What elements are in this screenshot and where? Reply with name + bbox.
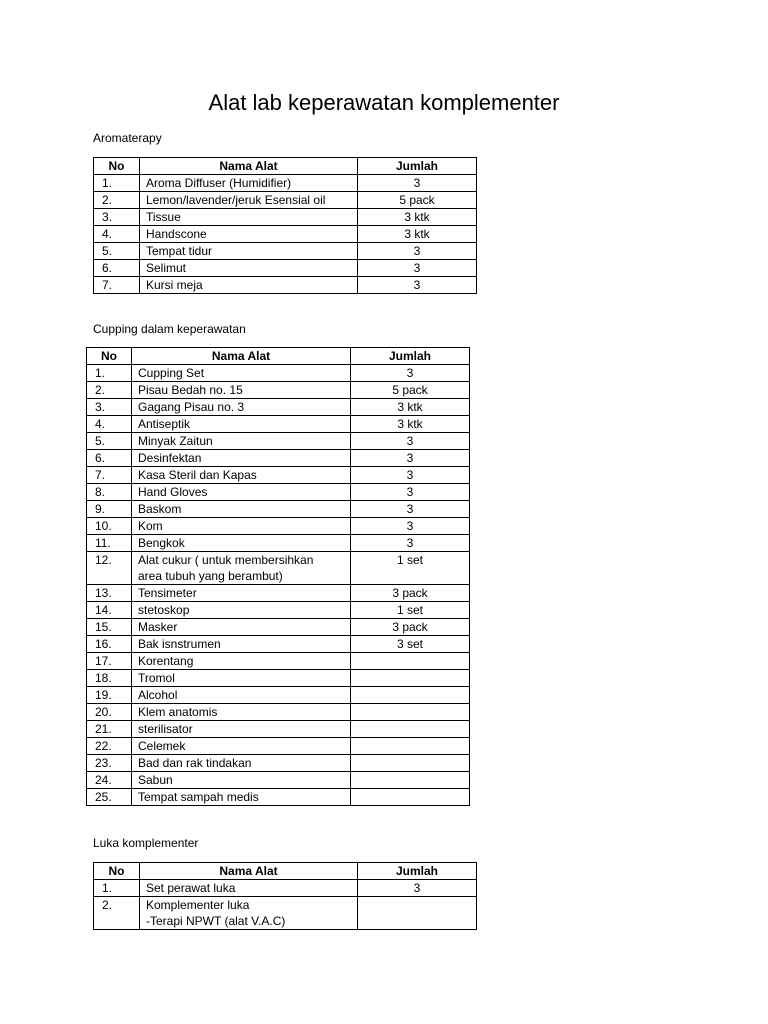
table-row: [94, 192, 477, 209]
header-name: Nama Alat: [140, 158, 358, 175]
row-name: Set perawat luka: [140, 880, 358, 897]
table-row: [87, 636, 470, 653]
row-qty: [351, 704, 470, 721]
header-qty: Jumlah: [358, 863, 477, 880]
row-no: 18.: [87, 670, 132, 687]
row-qty: 3: [351, 535, 470, 552]
row-no: 2.: [94, 192, 140, 209]
table-row: [94, 897, 477, 930]
row-no: 12.: [87, 552, 132, 585]
row-name: Antiseptik: [132, 416, 351, 433]
row-qty: [351, 721, 470, 738]
row-no: 16.: [87, 636, 132, 653]
row-no: 2.: [94, 897, 140, 930]
row-name: Gagang Pisau no. 3: [132, 399, 351, 416]
row-no: 24.: [87, 772, 132, 789]
row-qty: 3: [351, 365, 470, 382]
table-row: [87, 789, 470, 806]
table-row: [94, 243, 477, 260]
header-no: No: [94, 158, 140, 175]
header-no: No: [87, 348, 132, 365]
row-qty: [351, 772, 470, 789]
table-row: [87, 501, 470, 518]
row-no: 10.: [87, 518, 132, 535]
row-name: Alcohol: [132, 687, 351, 704]
row-no: 7.: [94, 277, 140, 294]
row-name: Tensimeter: [132, 585, 351, 602]
row-qty: 3 ktk: [358, 209, 477, 226]
row-name: Tempat tidur: [140, 243, 358, 260]
table-row: [87, 653, 470, 670]
row-name: Korentang: [132, 653, 351, 670]
row-name: Komplementer luka -Terapi NPWT (alat V.A.C): [140, 897, 358, 930]
row-no: 5.: [87, 433, 132, 450]
row-no: 6.: [94, 260, 140, 277]
row-name: Bak isnstrumen: [132, 636, 351, 653]
table-row: [87, 399, 470, 416]
table-row: [87, 670, 470, 687]
row-name: Tromol: [132, 670, 351, 687]
table-cupping: [86, 347, 470, 806]
row-no: 4.: [94, 226, 140, 243]
row-qty: 1 set: [351, 552, 470, 585]
row-name: Hand Gloves: [132, 484, 351, 501]
table-row: [87, 755, 470, 772]
row-no: 21.: [87, 721, 132, 738]
row-no: 14.: [87, 602, 132, 619]
row-name: Kursi meja: [140, 277, 358, 294]
row-name: Minyak Zaitun: [132, 433, 351, 450]
row-qty: 3: [351, 433, 470, 450]
row-qty: 3 ktk: [358, 226, 477, 243]
row-qty: 3: [358, 243, 477, 260]
row-qty: 3 pack: [351, 619, 470, 636]
row-qty: [358, 897, 477, 930]
row-no: 1.: [94, 175, 140, 192]
row-name: Pisau Bedah no. 15: [132, 382, 351, 399]
table-row: [87, 518, 470, 535]
row-no: 7.: [87, 467, 132, 484]
row-qty: 3: [351, 484, 470, 501]
row-name: Celemek: [132, 738, 351, 755]
row-qty: 3: [358, 260, 477, 277]
table-row: [87, 585, 470, 602]
row-no: 9.: [87, 501, 132, 518]
table-body: [87, 365, 470, 806]
row-no: 23.: [87, 755, 132, 772]
table-row: [87, 738, 470, 755]
row-name: Cupping Set: [132, 365, 351, 382]
table-row: [87, 433, 470, 450]
header-no: No: [94, 863, 140, 880]
row-name: sterilisator: [132, 721, 351, 738]
row-name: Bengkok: [132, 535, 351, 552]
row-name: Baskom: [132, 501, 351, 518]
row-qty: 3: [358, 880, 477, 897]
table-aromaterapy: [93, 157, 477, 294]
row-name: Sabun: [132, 772, 351, 789]
table-row: [94, 209, 477, 226]
row-name: Alat cukur ( untuk membersihkan area tubuh yang berambut): [132, 552, 351, 585]
row-no: 20.: [87, 704, 132, 721]
table-row: [94, 880, 477, 897]
table-luka: [93, 862, 477, 930]
row-qty: 3 ktk: [351, 399, 470, 416]
row-no: 13.: [87, 585, 132, 602]
row-qty: [351, 738, 470, 755]
table-row: [87, 704, 470, 721]
row-qty: 3: [358, 277, 477, 294]
row-qty: 3: [351, 450, 470, 467]
table-row: [87, 382, 470, 399]
row-qty: 5 pack: [358, 192, 477, 209]
table-row: [87, 467, 470, 484]
row-no: 5.: [94, 243, 140, 260]
row-qty: 1 set: [351, 602, 470, 619]
row-no: 22.: [87, 738, 132, 755]
row-name: Kom: [132, 518, 351, 535]
section-heading-cupping: Cupping dalam keperawatan: [93, 322, 246, 336]
row-qty: 3 set: [351, 636, 470, 653]
row-qty: 3 ktk: [351, 416, 470, 433]
row-no: 19.: [87, 687, 132, 704]
page-title: Alat lab keperawatan komplementer: [208, 90, 560, 115]
row-no: 17.: [87, 653, 132, 670]
table-row: [87, 365, 470, 382]
header-qty: Jumlah: [358, 158, 477, 175]
table-row: [87, 721, 470, 738]
row-no: 3.: [87, 399, 132, 416]
table-header-row: [94, 158, 477, 175]
row-name: Lemon/lavender/jeruk Esensial oil: [140, 192, 358, 209]
table-row: [87, 450, 470, 467]
row-name: Aroma Diffuser (Humidifier): [140, 175, 358, 192]
row-no: 4.: [87, 416, 132, 433]
table-row: [87, 552, 470, 585]
table-header-row: [94, 863, 477, 880]
row-no: 3.: [94, 209, 140, 226]
row-qty: [351, 755, 470, 772]
table-row: [94, 175, 477, 192]
table-row: [94, 277, 477, 294]
row-qty: 3: [351, 518, 470, 535]
row-no: 6.: [87, 450, 132, 467]
row-no: 2.: [87, 382, 132, 399]
table-body: [94, 880, 477, 930]
header-name: Nama Alat: [140, 863, 358, 880]
row-name: stetoskop: [132, 602, 351, 619]
row-no: 8.: [87, 484, 132, 501]
table-row: [87, 772, 470, 789]
header-name: Nama Alat: [132, 348, 351, 365]
row-name: Klem anatomis: [132, 704, 351, 721]
table-row: [87, 602, 470, 619]
row-qty: [351, 687, 470, 704]
row-qty: 3: [351, 501, 470, 518]
row-qty: [351, 789, 470, 806]
table-row: [94, 260, 477, 277]
row-name: Handscone: [140, 226, 358, 243]
row-name: Tempat sampah medis: [132, 789, 351, 806]
row-qty: 3: [358, 175, 477, 192]
row-name: Tissue: [140, 209, 358, 226]
header-qty: Jumlah: [351, 348, 470, 365]
row-qty: [351, 653, 470, 670]
row-no: 15.: [87, 619, 132, 636]
table-body: [94, 175, 477, 294]
table-header-row: [87, 348, 470, 365]
row-no: 25.: [87, 789, 132, 806]
row-name: Selimut: [140, 260, 358, 277]
row-name: Kasa Steril dan Kapas: [132, 467, 351, 484]
row-name: Desinfektan: [132, 450, 351, 467]
table-row: [87, 687, 470, 704]
row-no: 1.: [94, 880, 140, 897]
row-qty: 3 pack: [351, 585, 470, 602]
table-row: [87, 619, 470, 636]
row-no: 1.: [87, 365, 132, 382]
row-no: 11.: [87, 535, 132, 552]
row-name: Bad dan rak tindakan: [132, 755, 351, 772]
row-name: Masker: [132, 619, 351, 636]
row-qty: 5 pack: [351, 382, 470, 399]
section-heading-aromaterapy: Aromaterapy: [93, 131, 162, 145]
table-row: [87, 535, 470, 552]
row-qty: [351, 670, 470, 687]
section-heading-luka: Luka komplementer: [93, 836, 199, 850]
table-row: [87, 484, 470, 501]
table-row: [94, 226, 477, 243]
table-row: [87, 416, 470, 433]
row-qty: 3: [351, 467, 470, 484]
